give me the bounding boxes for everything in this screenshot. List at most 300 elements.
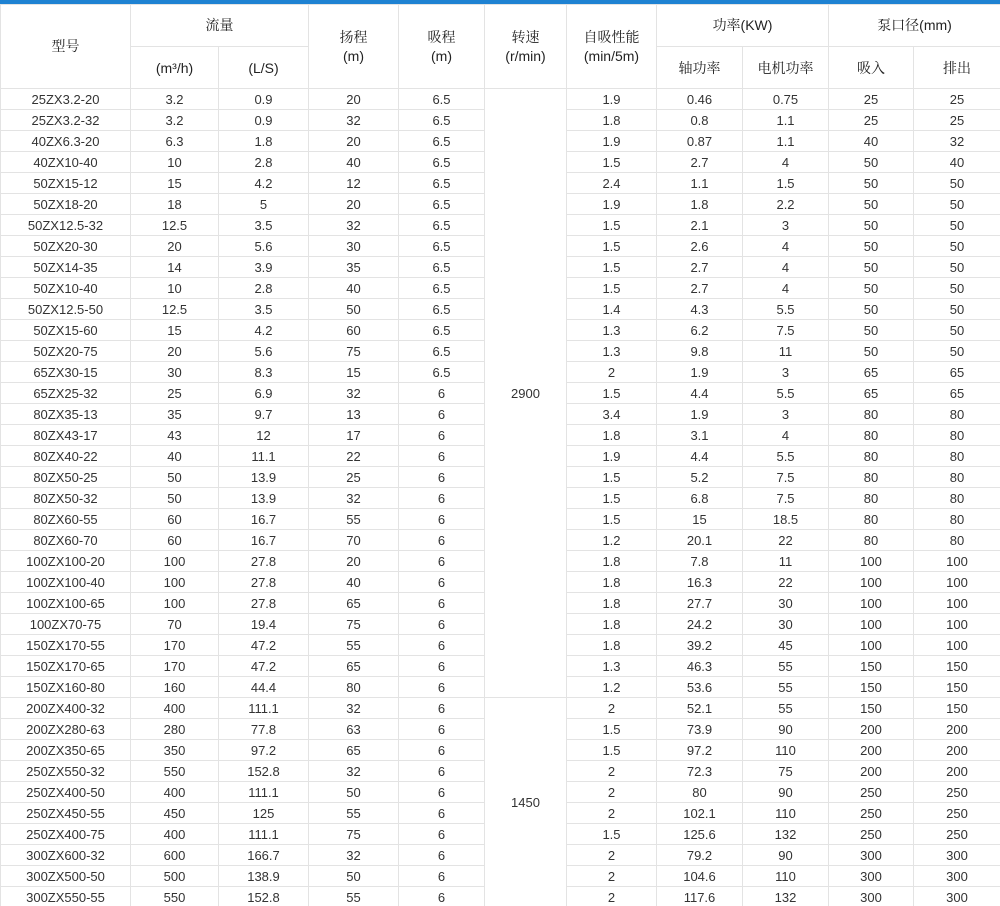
cell-head: 55 bbox=[309, 509, 399, 530]
cell-shaft-power: 104.6 bbox=[657, 866, 743, 887]
cell-shaft-power: 1.1 bbox=[657, 173, 743, 194]
cell-port-out: 32 bbox=[914, 131, 1000, 152]
cell-model: 65ZX30-15 bbox=[1, 362, 131, 383]
cell-port-out: 80 bbox=[914, 425, 1000, 446]
cell-port-in: 200 bbox=[829, 761, 914, 782]
cell-self-priming: 1.5 bbox=[567, 257, 657, 278]
cell-flow-ls: 16.7 bbox=[219, 530, 309, 551]
cell-shaft-power: 27.7 bbox=[657, 593, 743, 614]
cell-self-priming: 3.4 bbox=[567, 404, 657, 425]
cell-flow-m3h: 20 bbox=[131, 236, 219, 257]
cell-self-priming: 1.5 bbox=[567, 488, 657, 509]
cell-head: 32 bbox=[309, 845, 399, 866]
cell-model: 40ZX10-40 bbox=[1, 152, 131, 173]
cell-port-in: 80 bbox=[829, 488, 914, 509]
cell-suction-lift: 6 bbox=[399, 446, 485, 467]
cell-model: 25ZX3.2-32 bbox=[1, 110, 131, 131]
cell-shaft-power: 6.8 bbox=[657, 488, 743, 509]
cell-port-out: 150 bbox=[914, 677, 1000, 698]
cell-self-priming: 2 bbox=[567, 845, 657, 866]
cell-head: 50 bbox=[309, 299, 399, 320]
col-header-speed-label: 转速 bbox=[511, 28, 540, 45]
cell-suction-lift: 6.5 bbox=[399, 110, 485, 131]
cell-flow-m3h: 550 bbox=[131, 761, 219, 782]
cell-head: 32 bbox=[309, 761, 399, 782]
cell-port-out: 150 bbox=[914, 698, 1000, 719]
cell-self-priming: 2 bbox=[567, 887, 657, 906]
cell-suction-lift: 6.5 bbox=[399, 194, 485, 215]
cell-model: 80ZX60-55 bbox=[1, 509, 131, 530]
cell-port-in: 50 bbox=[829, 236, 914, 257]
cell-shaft-power: 4.4 bbox=[657, 383, 743, 404]
cell-model: 250ZX450-55 bbox=[1, 803, 131, 824]
cell-self-priming: 1.5 bbox=[567, 278, 657, 299]
cell-self-priming: 1.8 bbox=[567, 110, 657, 131]
cell-flow-m3h: 3.2 bbox=[131, 89, 219, 110]
cell-flow-ls: 111.1 bbox=[219, 824, 309, 845]
cell-suction-lift: 6 bbox=[399, 845, 485, 866]
cell-suction-lift: 6 bbox=[399, 677, 485, 698]
cell-port-out: 100 bbox=[914, 614, 1000, 635]
cell-self-priming: 1.5 bbox=[567, 740, 657, 761]
cell-head: 50 bbox=[309, 782, 399, 803]
cell-self-priming: 1.8 bbox=[567, 551, 657, 572]
cell-port-out: 50 bbox=[914, 299, 1000, 320]
cell-port-out: 50 bbox=[914, 341, 1000, 362]
cell-port-in: 50 bbox=[829, 320, 914, 341]
cell-flow-m3h: 600 bbox=[131, 845, 219, 866]
cell-suction-lift: 6 bbox=[399, 551, 485, 572]
cell-port-in: 100 bbox=[829, 572, 914, 593]
cell-port-in: 80 bbox=[829, 509, 914, 530]
cell-self-priming: 1.2 bbox=[567, 677, 657, 698]
cell-shaft-power: 4.3 bbox=[657, 299, 743, 320]
cell-head: 20 bbox=[309, 89, 399, 110]
cell-head: 60 bbox=[309, 320, 399, 341]
cell-flow-ls: 44.4 bbox=[219, 677, 309, 698]
cell-self-priming: 1.8 bbox=[567, 593, 657, 614]
cell-flow-m3h: 18 bbox=[131, 194, 219, 215]
cell-model: 80ZX40-22 bbox=[1, 446, 131, 467]
cell-model: 50ZX12.5-32 bbox=[1, 215, 131, 236]
cell-port-in: 50 bbox=[829, 215, 914, 236]
cell-flow-m3h: 100 bbox=[131, 572, 219, 593]
col-header-flow-m3h: (m³/h) bbox=[131, 47, 219, 89]
cell-flow-ls: 97.2 bbox=[219, 740, 309, 761]
cell-flow-m3h: 100 bbox=[131, 593, 219, 614]
cell-motor-power: 75 bbox=[743, 761, 829, 782]
cell-flow-ls: 3.5 bbox=[219, 299, 309, 320]
cell-suction-lift: 6 bbox=[399, 488, 485, 509]
cell-flow-ls: 47.2 bbox=[219, 635, 309, 656]
cell-self-priming: 1.8 bbox=[567, 635, 657, 656]
cell-head: 17 bbox=[309, 425, 399, 446]
cell-model: 200ZX350-65 bbox=[1, 740, 131, 761]
col-header-motor-power: 电机功率 bbox=[743, 47, 829, 89]
cell-self-priming: 1.5 bbox=[567, 824, 657, 845]
cell-motor-power: 5.5 bbox=[743, 299, 829, 320]
cell-flow-ls: 27.8 bbox=[219, 551, 309, 572]
cell-motor-power: 30 bbox=[743, 593, 829, 614]
cell-port-out: 80 bbox=[914, 488, 1000, 509]
cell-port-in: 150 bbox=[829, 677, 914, 698]
cell-flow-ls: 77.8 bbox=[219, 719, 309, 740]
cell-suction-lift: 6.5 bbox=[399, 236, 485, 257]
cell-model: 50ZX20-75 bbox=[1, 341, 131, 362]
cell-port-in: 80 bbox=[829, 446, 914, 467]
cell-port-out: 80 bbox=[914, 446, 1000, 467]
cell-model: 150ZX160-80 bbox=[1, 677, 131, 698]
col-header-model-label: 型号 bbox=[51, 38, 80, 55]
cell-model: 50ZX15-12 bbox=[1, 173, 131, 194]
cell-port-in: 50 bbox=[829, 194, 914, 215]
cell-motor-power: 2.2 bbox=[743, 194, 829, 215]
cell-port-in: 300 bbox=[829, 845, 914, 866]
cell-motor-power: 4 bbox=[743, 425, 829, 446]
cell-shaft-power: 80 bbox=[657, 782, 743, 803]
cell-port-out: 50 bbox=[914, 278, 1000, 299]
cell-self-priming: 2 bbox=[567, 782, 657, 803]
cell-flow-ls: 3.5 bbox=[219, 215, 309, 236]
cell-motor-power: 4 bbox=[743, 278, 829, 299]
cell-suction-lift: 6.5 bbox=[399, 299, 485, 320]
cell-head: 13 bbox=[309, 404, 399, 425]
cell-flow-m3h: 160 bbox=[131, 677, 219, 698]
cell-port-in: 25 bbox=[829, 89, 914, 110]
cell-shaft-power: 1.9 bbox=[657, 362, 743, 383]
cell-motor-power: 7.5 bbox=[743, 320, 829, 341]
cell-suction-lift: 6.5 bbox=[399, 215, 485, 236]
cell-suction-lift: 6.5 bbox=[399, 362, 485, 383]
cell-port-out: 250 bbox=[914, 782, 1000, 803]
pump-spec-table bbox=[0, 4, 1000, 906]
cell-suction-lift: 6 bbox=[399, 698, 485, 719]
cell-motor-power: 5.5 bbox=[743, 383, 829, 404]
cell-port-out: 25 bbox=[914, 89, 1000, 110]
col-header-head-label: 扬程 bbox=[339, 28, 368, 45]
cell-flow-ls: 111.1 bbox=[219, 698, 309, 719]
cell-self-priming: 1.3 bbox=[567, 320, 657, 341]
cell-port-in: 50 bbox=[829, 152, 914, 173]
cell-head: 75 bbox=[309, 824, 399, 845]
cell-port-out: 50 bbox=[914, 257, 1000, 278]
cell-shaft-power: 3.1 bbox=[657, 425, 743, 446]
cell-shaft-power: 2.7 bbox=[657, 257, 743, 278]
cell-port-out: 80 bbox=[914, 509, 1000, 530]
cell-flow-ls: 19.4 bbox=[219, 614, 309, 635]
cell-port-in: 80 bbox=[829, 404, 914, 425]
cell-head: 50 bbox=[309, 866, 399, 887]
cell-port-in: 150 bbox=[829, 698, 914, 719]
cell-motor-power: 4 bbox=[743, 152, 829, 173]
cell-model: 250ZX400-50 bbox=[1, 782, 131, 803]
cell-head: 65 bbox=[309, 740, 399, 761]
cell-port-in: 100 bbox=[829, 593, 914, 614]
cell-head: 32 bbox=[309, 215, 399, 236]
cell-suction-lift: 6 bbox=[399, 509, 485, 530]
cell-flow-m3h: 20 bbox=[131, 341, 219, 362]
cell-port-out: 250 bbox=[914, 824, 1000, 845]
cell-shaft-power: 79.2 bbox=[657, 845, 743, 866]
cell-head: 55 bbox=[309, 887, 399, 906]
cell-shaft-power: 20.1 bbox=[657, 530, 743, 551]
cell-model: 50ZX12.5-50 bbox=[1, 299, 131, 320]
cell-head: 15 bbox=[309, 362, 399, 383]
cell-port-out: 50 bbox=[914, 173, 1000, 194]
col-header-speed bbox=[485, 5, 567, 89]
cell-shaft-power: 2.1 bbox=[657, 215, 743, 236]
cell-motor-power: 18.5 bbox=[743, 509, 829, 530]
cell-shaft-power: 5.2 bbox=[657, 467, 743, 488]
cell-motor-power: 5.5 bbox=[743, 446, 829, 467]
cell-head: 65 bbox=[309, 656, 399, 677]
cell-flow-ls: 138.9 bbox=[219, 866, 309, 887]
cell-model: 80ZX43-17 bbox=[1, 425, 131, 446]
cell-model: 100ZX100-40 bbox=[1, 572, 131, 593]
cell-head: 65 bbox=[309, 593, 399, 614]
cell-model: 200ZX400-32 bbox=[1, 698, 131, 719]
cell-motor-power: 132 bbox=[743, 824, 829, 845]
cell-flow-ls: 4.2 bbox=[219, 320, 309, 341]
cell-suction-lift: 6 bbox=[399, 803, 485, 824]
cell-flow-ls: 5.6 bbox=[219, 236, 309, 257]
cell-port-in: 100 bbox=[829, 614, 914, 635]
cell-motor-power: 0.75 bbox=[743, 89, 829, 110]
cell-port-in: 150 bbox=[829, 656, 914, 677]
cell-self-priming: 1.5 bbox=[567, 383, 657, 404]
cell-model: 300ZX550-55 bbox=[1, 887, 131, 906]
cell-suction-lift: 6.5 bbox=[399, 89, 485, 110]
cell-model: 50ZX14-35 bbox=[1, 257, 131, 278]
cell-self-priming: 1.3 bbox=[567, 341, 657, 362]
cell-self-priming: 1.5 bbox=[567, 467, 657, 488]
cell-suction-lift: 6 bbox=[399, 719, 485, 740]
cell-motor-power: 7.5 bbox=[743, 488, 829, 509]
cell-suction-lift: 6.5 bbox=[399, 278, 485, 299]
cell-flow-ls: 5.6 bbox=[219, 341, 309, 362]
col-header-shaft-power: 轴功率 bbox=[657, 47, 743, 89]
cell-shaft-power: 125.6 bbox=[657, 824, 743, 845]
cell-suction-lift: 6 bbox=[399, 656, 485, 677]
cell-flow-ls: 16.7 bbox=[219, 509, 309, 530]
cell-flow-ls: 8.3 bbox=[219, 362, 309, 383]
cell-flow-m3h: 25 bbox=[131, 383, 219, 404]
cell-flow-m3h: 3.2 bbox=[131, 110, 219, 131]
cell-suction-lift: 6.5 bbox=[399, 320, 485, 341]
cell-self-priming: 1.5 bbox=[567, 152, 657, 173]
cell-shaft-power: 0.8 bbox=[657, 110, 743, 131]
cell-motor-power: 110 bbox=[743, 803, 829, 824]
cell-flow-ls: 11.1 bbox=[219, 446, 309, 467]
cell-motor-power: 132 bbox=[743, 887, 829, 906]
cell-motor-power: 3 bbox=[743, 362, 829, 383]
cell-speed: 2900 bbox=[485, 89, 567, 698]
cell-suction-lift: 6 bbox=[399, 887, 485, 906]
cell-flow-ls: 111.1 bbox=[219, 782, 309, 803]
cell-suction-lift: 6 bbox=[399, 740, 485, 761]
cell-flow-m3h: 10 bbox=[131, 278, 219, 299]
cell-model: 80ZX60-70 bbox=[1, 530, 131, 551]
cell-suction-lift: 6 bbox=[399, 404, 485, 425]
col-header-head bbox=[309, 5, 399, 89]
cell-flow-m3h: 400 bbox=[131, 824, 219, 845]
cell-shaft-power: 39.2 bbox=[657, 635, 743, 656]
cell-flow-m3h: 12.5 bbox=[131, 299, 219, 320]
cell-model: 25ZX3.2-20 bbox=[1, 89, 131, 110]
cell-flow-m3h: 50 bbox=[131, 488, 219, 509]
col-header-port-out: 排出 bbox=[914, 47, 1000, 89]
cell-shaft-power: 7.8 bbox=[657, 551, 743, 572]
cell-self-priming: 1.3 bbox=[567, 656, 657, 677]
cell-flow-m3h: 15 bbox=[131, 320, 219, 341]
cell-shaft-power: 9.8 bbox=[657, 341, 743, 362]
cell-motor-power: 55 bbox=[743, 656, 829, 677]
cell-suction-lift: 6 bbox=[399, 530, 485, 551]
cell-shaft-power: 117.6 bbox=[657, 887, 743, 906]
cell-port-in: 300 bbox=[829, 866, 914, 887]
cell-port-in: 40 bbox=[829, 131, 914, 152]
cell-suction-lift: 6.5 bbox=[399, 257, 485, 278]
cell-port-in: 200 bbox=[829, 740, 914, 761]
cell-motor-power: 3 bbox=[743, 215, 829, 236]
col-header-power-label: 功率(KW) bbox=[712, 17, 773, 34]
cell-head: 70 bbox=[309, 530, 399, 551]
cell-shaft-power: 46.3 bbox=[657, 656, 743, 677]
cell-shaft-power: 0.46 bbox=[657, 89, 743, 110]
cell-flow-m3h: 170 bbox=[131, 635, 219, 656]
cell-model: 100ZX100-20 bbox=[1, 551, 131, 572]
cell-flow-ls: 27.8 bbox=[219, 572, 309, 593]
cell-port-out: 100 bbox=[914, 551, 1000, 572]
cell-self-priming: 1.4 bbox=[567, 299, 657, 320]
cell-suction-lift: 6 bbox=[399, 782, 485, 803]
cell-flow-m3h: 450 bbox=[131, 803, 219, 824]
col-header-model bbox=[1, 5, 131, 89]
cell-shaft-power: 0.87 bbox=[657, 131, 743, 152]
cell-motor-power: 30 bbox=[743, 614, 829, 635]
cell-flow-m3h: 14 bbox=[131, 257, 219, 278]
cell-motor-power: 55 bbox=[743, 677, 829, 698]
cell-flow-ls: 152.8 bbox=[219, 887, 309, 906]
cell-flow-m3h: 30 bbox=[131, 362, 219, 383]
cell-port-out: 50 bbox=[914, 215, 1000, 236]
cell-flow-ls: 5 bbox=[219, 194, 309, 215]
cell-self-priming: 1.9 bbox=[567, 89, 657, 110]
cell-port-out: 65 bbox=[914, 362, 1000, 383]
cell-shaft-power: 53.6 bbox=[657, 677, 743, 698]
col-header-flow-ls: (L/S) bbox=[219, 47, 309, 89]
cell-port-out: 250 bbox=[914, 803, 1000, 824]
cell-motor-power: 110 bbox=[743, 866, 829, 887]
cell-motor-power: 90 bbox=[743, 782, 829, 803]
cell-flow-m3h: 280 bbox=[131, 719, 219, 740]
cell-port-out: 200 bbox=[914, 719, 1000, 740]
cell-model: 300ZX500-50 bbox=[1, 866, 131, 887]
cell-flow-ls: 0.9 bbox=[219, 110, 309, 131]
cell-self-priming: 1.5 bbox=[567, 719, 657, 740]
cell-port-in: 250 bbox=[829, 824, 914, 845]
cell-motor-power: 90 bbox=[743, 719, 829, 740]
cell-motor-power: 11 bbox=[743, 341, 829, 362]
cell-flow-ls: 27.8 bbox=[219, 593, 309, 614]
cell-model: 80ZX50-25 bbox=[1, 467, 131, 488]
cell-port-in: 50 bbox=[829, 257, 914, 278]
cell-port-out: 80 bbox=[914, 467, 1000, 488]
cell-shaft-power: 52.1 bbox=[657, 698, 743, 719]
cell-port-in: 80 bbox=[829, 530, 914, 551]
col-header-flow-label: 流量 bbox=[205, 17, 234, 34]
cell-self-priming: 2 bbox=[567, 803, 657, 824]
cell-shaft-power: 102.1 bbox=[657, 803, 743, 824]
col-header-suction-lift-unit: (m) bbox=[431, 47, 452, 64]
cell-model: 40ZX6.3-20 bbox=[1, 131, 131, 152]
cell-head: 40 bbox=[309, 152, 399, 173]
cell-port-in: 65 bbox=[829, 362, 914, 383]
cell-head: 20 bbox=[309, 551, 399, 572]
cell-head: 63 bbox=[309, 719, 399, 740]
table-body bbox=[1, 89, 1000, 906]
cell-shaft-power: 73.9 bbox=[657, 719, 743, 740]
cell-motor-power: 4 bbox=[743, 257, 829, 278]
cell-flow-ls: 13.9 bbox=[219, 467, 309, 488]
cell-motor-power: 45 bbox=[743, 635, 829, 656]
cell-port-out: 100 bbox=[914, 635, 1000, 656]
cell-port-in: 50 bbox=[829, 278, 914, 299]
col-header-self-priming-unit: (min/5m) bbox=[583, 47, 640, 64]
cell-port-in: 250 bbox=[829, 803, 914, 824]
cell-flow-m3h: 170 bbox=[131, 656, 219, 677]
cell-port-out: 150 bbox=[914, 656, 1000, 677]
cell-head: 75 bbox=[309, 614, 399, 635]
cell-flow-m3h: 550 bbox=[131, 887, 219, 906]
cell-port-out: 100 bbox=[914, 572, 1000, 593]
cell-head: 40 bbox=[309, 572, 399, 593]
cell-suction-lift: 6 bbox=[399, 635, 485, 656]
col-header-head-unit: (m) bbox=[343, 47, 364, 64]
cell-self-priming: 1.8 bbox=[567, 425, 657, 446]
cell-flow-ls: 1.8 bbox=[219, 131, 309, 152]
cell-motor-power: 22 bbox=[743, 530, 829, 551]
cell-motor-power: 3 bbox=[743, 404, 829, 425]
cell-model: 50ZX20-30 bbox=[1, 236, 131, 257]
col-header-port-in: 吸入 bbox=[829, 47, 914, 89]
cell-model: 300ZX600-32 bbox=[1, 845, 131, 866]
cell-motor-power: 1.1 bbox=[743, 110, 829, 131]
cell-suction-lift: 6 bbox=[399, 383, 485, 404]
col-header-port-label: 泵口径(mm) bbox=[877, 17, 952, 34]
cell-suction-lift: 6.5 bbox=[399, 152, 485, 173]
cell-flow-m3h: 15 bbox=[131, 173, 219, 194]
cell-self-priming: 1.5 bbox=[567, 509, 657, 530]
cell-port-out: 40 bbox=[914, 152, 1000, 173]
cell-model: 50ZX10-40 bbox=[1, 278, 131, 299]
table-row bbox=[1, 698, 1000, 719]
cell-port-out: 100 bbox=[914, 593, 1000, 614]
cell-model: 150ZX170-55 bbox=[1, 635, 131, 656]
cell-flow-m3h: 500 bbox=[131, 866, 219, 887]
cell-motor-power: 1.1 bbox=[743, 131, 829, 152]
cell-flow-m3h: 50 bbox=[131, 467, 219, 488]
cell-model: 150ZX170-65 bbox=[1, 656, 131, 677]
col-header-speed-unit: (r/min) bbox=[505, 47, 546, 64]
cell-port-in: 200 bbox=[829, 719, 914, 740]
cell-self-priming: 1.9 bbox=[567, 194, 657, 215]
cell-self-priming: 2 bbox=[567, 761, 657, 782]
cell-head: 12 bbox=[309, 173, 399, 194]
col-header-suction-lift-label: 吸程 bbox=[427, 28, 456, 45]
cell-head: 22 bbox=[309, 446, 399, 467]
cell-head: 32 bbox=[309, 110, 399, 131]
